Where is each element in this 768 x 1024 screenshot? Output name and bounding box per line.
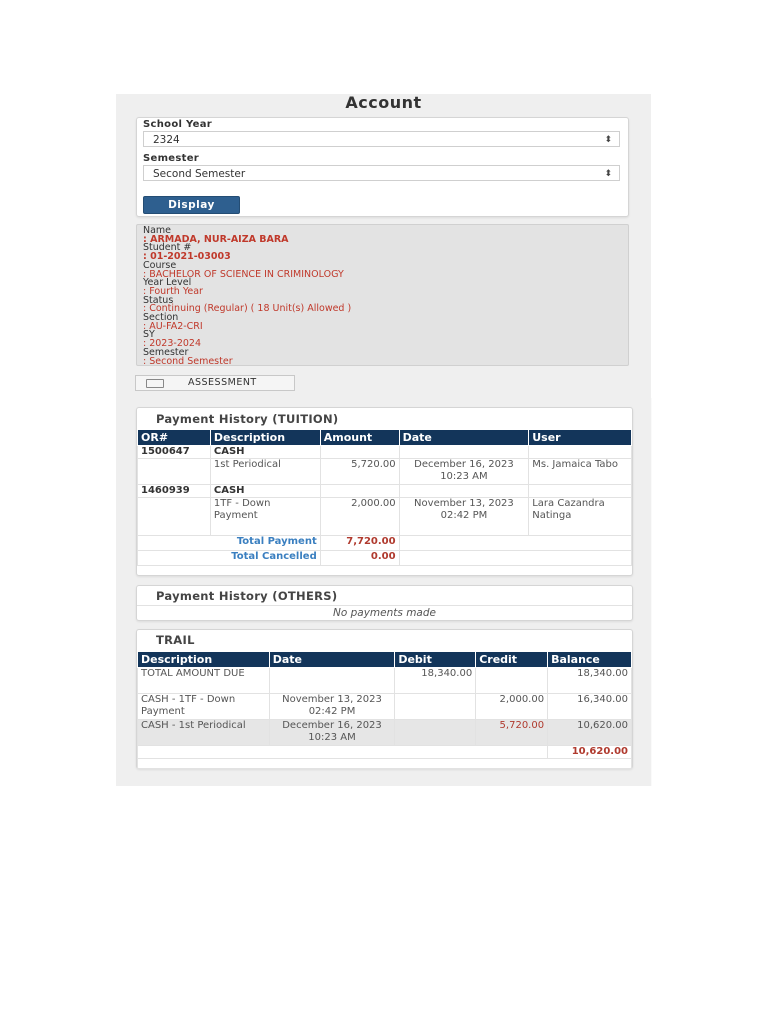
col-date: Date (269, 652, 395, 668)
payment-amount: 5,720.00 (320, 459, 399, 485)
trail-description: CASH - 1TF - Down Payment (138, 694, 270, 720)
info-value: : Second Semester (143, 355, 233, 367)
table-row (138, 668, 632, 694)
display-button[interactable]: Display (143, 196, 240, 214)
col-date: Date (399, 430, 529, 446)
trail-title: TRAIL (156, 633, 195, 647)
info-value: : ARMADA, NUR-AIZA BARA (143, 233, 289, 245)
trail-header-row (138, 652, 632, 668)
total-payment-row (138, 536, 632, 551)
assessment-label: ASSESSMENT (188, 377, 257, 388)
info-key: SY (143, 329, 155, 341)
info-value: : Continuing (Regular) ( 18 Unit(s) Allowed ) (143, 303, 352, 315)
or-number: 1500647 (138, 446, 211, 459)
final-balance: 10,620.00 (548, 746, 632, 759)
trail-debit (395, 720, 476, 746)
total-cancelled-value: 0.00 (320, 551, 399, 566)
info-value: : 2023-2024 (143, 338, 202, 350)
info-key: Section (143, 312, 179, 324)
table-row (138, 498, 632, 536)
col-description: Description (210, 430, 320, 446)
trail-balance: 16,340.00 (548, 694, 632, 720)
page-title: Account (345, 93, 422, 112)
trail-date: December 16, 2023 10:23 AM (269, 720, 395, 746)
trail-panel (136, 629, 633, 769)
col-amount: Amount (320, 430, 399, 446)
total-payment-label: Total Payment (138, 536, 321, 551)
select-arrow-icon: ⬍ (604, 135, 612, 145)
col-description: Description (138, 652, 270, 668)
info-key: Course (143, 259, 177, 271)
payment-type: CASH (210, 485, 320, 498)
semester-value: Second Semester (153, 168, 246, 180)
table-row (138, 720, 632, 746)
col-debit: Debit (395, 652, 476, 668)
payment-description: 1st Periodical (210, 459, 320, 485)
trail-description: TOTAL AMOUNT DUE (138, 668, 270, 694)
payment-date: November 13, 2023 02:42 PM (399, 498, 529, 536)
print-icon (146, 379, 164, 388)
trail-balance: 18,340.00 (548, 668, 632, 694)
total-cancelled-label: Total Cancelled (138, 551, 321, 566)
info-value: : AU-FA2-CRI (143, 320, 203, 332)
info-value: : BACHELOR OF SCIENCE IN CRIMINOLOGY (143, 268, 344, 280)
payment-type: CASH (210, 446, 320, 459)
trail-credit (476, 668, 548, 694)
trail-date: November 13, 2023 02:42 PM (269, 694, 395, 720)
select-arrow-icon: ⬍ (604, 169, 612, 179)
trail-credit: 2,000.00 (476, 694, 548, 720)
school-year-select[interactable] (143, 131, 620, 147)
others-panel (136, 585, 633, 621)
info-value: : 01-2021-03003 (143, 251, 231, 263)
info-key: Year Level (143, 277, 192, 289)
trail-table (137, 651, 632, 769)
others-title: Payment History (OTHERS) (156, 589, 338, 603)
school-year-label: School Year (143, 119, 212, 130)
final-balance-row (138, 746, 632, 759)
table-row (138, 446, 632, 459)
info-key: Semester (143, 346, 189, 358)
trail-description: CASH - 1st Periodical (138, 720, 270, 746)
divider (651, 398, 652, 786)
payment-user: Ms. Jamaica Tabo (529, 459, 632, 485)
tuition-table (137, 429, 632, 566)
trail-debit: 18,340.00 (395, 668, 476, 694)
tuition-title: Payment History (TUITION) (156, 412, 339, 426)
info-key: Student # (143, 242, 192, 254)
total-cancelled-row (138, 551, 632, 566)
table-row (138, 694, 632, 720)
payment-date: December 16, 2023 10:23 AM (399, 459, 529, 485)
tuition-panel (136, 407, 633, 576)
total-payment-value: 7,720.00 (320, 536, 399, 551)
semester-label: Semester (143, 153, 200, 164)
assessment-button[interactable] (135, 375, 295, 391)
trail-debit (395, 694, 476, 720)
payment-amount: 2,000.00 (320, 498, 399, 536)
table-row (138, 485, 632, 498)
col-balance: Balance (548, 652, 632, 668)
or-number: 1460939 (138, 485, 211, 498)
blank-row (138, 759, 632, 769)
col-credit: Credit (476, 652, 548, 668)
school-year-value: 2324 (153, 134, 180, 146)
trail-date (269, 668, 395, 694)
tuition-header-row (138, 430, 632, 446)
semester-select[interactable] (143, 165, 620, 181)
payment-user: Lara Cazandra Natinga (529, 498, 632, 536)
payment-description: 1TF - Down Payment (210, 498, 320, 536)
info-key: Name (143, 225, 172, 236)
col-or: OR# (138, 430, 211, 446)
info-key: Status (143, 294, 174, 306)
col-user: User (529, 430, 632, 446)
filter-panel (136, 117, 629, 217)
table-row (138, 459, 632, 485)
trail-balance: 10,620.00 (548, 720, 632, 746)
trail-credit: 5,720.00 (476, 720, 548, 746)
student-info (136, 224, 629, 366)
info-value: : Fourth Year (143, 285, 203, 297)
no-payments-text: No payments made (137, 605, 632, 620)
account-frame (116, 94, 651, 786)
